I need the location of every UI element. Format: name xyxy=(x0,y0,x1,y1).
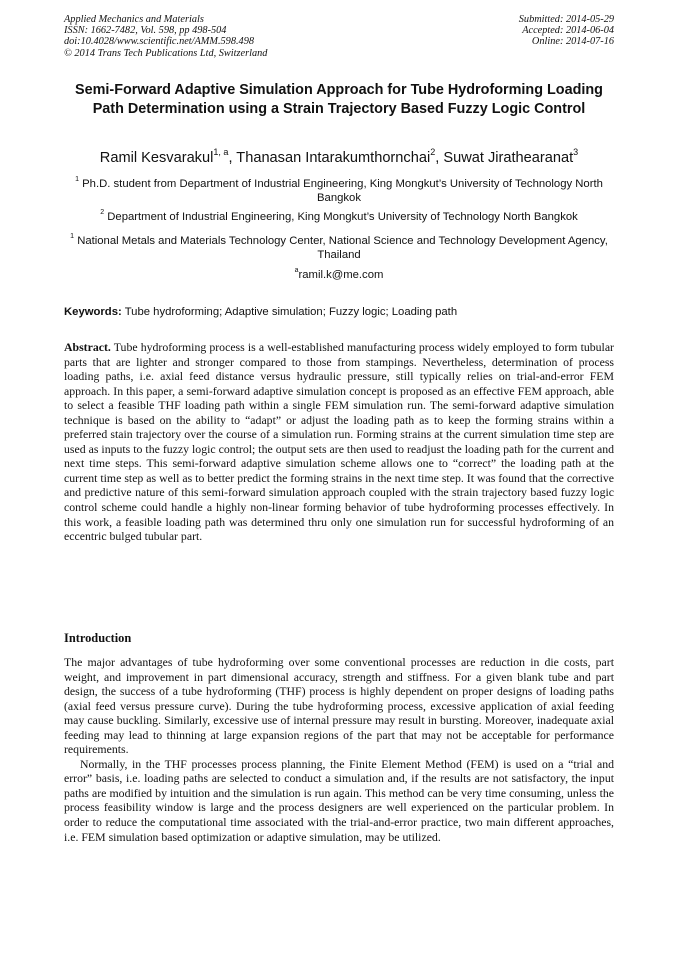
keywords xyxy=(64,305,620,319)
copyright-notice: © 2014 Trans Tech Publications Ltd, Switzerland xyxy=(64,47,268,59)
journal-header xyxy=(64,14,267,59)
submitted-date: Submitted: 2014-05-29 xyxy=(518,14,614,25)
email-address: ramil.k@me.com xyxy=(298,269,384,281)
affiliation: $^2$ Department of Industrial Engineering, King Mongkut’s University of Technology North Bangkok xyxy=(100,209,578,223)
author-marker: 1, a xyxy=(213,146,229,157)
accepted-date: Accepted: 2014-06-04 xyxy=(522,25,614,37)
affiliation: $^1$ Ph.D. student from Department of Industrial Engineering, King Mongkut’s University of Technology North Bangkok xyxy=(75,176,603,204)
author-name: Ramil Kesvarakul xyxy=(99,150,214,166)
keywords-text: Tube hydroforming; Adaptive simulation; Fuzzy logic; Loading path xyxy=(124,306,458,318)
online-date: Online: 2014-07-16 xyxy=(531,36,614,48)
abstract-label: Abstract. xyxy=(64,340,111,354)
author-list: Ramil Kesvarakul$^{1, a}$, Thanasan Intarakumthornchai$^2$, Suwat Jirathearanat$^3$ xyxy=(99,146,579,166)
keywords-label: Keywords: xyxy=(64,306,122,318)
paragraph: Normally, in the THF processes process planning, the Finite Element Method (FEM) is used on a “trial and error” basis, i.e. loading paths are selected to conduct a simulation and, if the results are not satisfactory, the input paths are modified by intuition and the simulation is run again. This method can be very time consuming, unless the process feasibility window is large and the process designers are well experienced on the particular problem. In order to reduce the computational time associated with the trial-and-error practice, two main different approaches, i.e. FEM simulation based optimization or adaptive simulation, may be utilized. xyxy=(64,756,614,844)
publication-dates xyxy=(519,14,614,48)
author-email: $^a$ramil.k@me.com xyxy=(294,267,384,281)
section-heading: Introduction xyxy=(64,631,132,645)
introduction-body xyxy=(64,655,614,844)
affiliation: $^1$ National Metals and Materials Technology Center, National Science and Technology Development Agency, Thailand xyxy=(70,233,608,261)
journal-name: Applied Mechanics and Materials xyxy=(64,14,204,25)
paper-title: Semi-Forward Adaptive Simulation Approach for Tube Hydroforming Loading Path Determination using a Strain Trajectory Based Fuzzy Logic Control xyxy=(75,82,603,117)
author-name: Suwat Jirathearanat xyxy=(443,150,574,166)
abstract xyxy=(64,340,614,544)
journal-issn: ISSN: 1662-7482, Vol. 598, pp 498-504 xyxy=(64,25,227,37)
paragraph: The major advantages of tube hydroforming over some conventional processes are reduction in die costs, part weight, and improvement in part dimensional accuracy, strength and stiffness. For a given blank tube and part design, the success of a tube hydroforming (THF) process is highly dependent on proper designs of loading paths (axial feed versus pressure curve). During the tube hydroforming process, excessive application of axial feeding may cause buckling. Similarly, excessive use of internal pressure may result in bursting. Moreover, inadequate axial feeding may lead to thinning at large expansion regions of the part that may not be acceptable for performance requirements. xyxy=(64,655,614,757)
abstract-text: Tube hydroforming process is a well-established manufacturing process widely employed to form tubular parts that are lighter and stronger compared to those from stampings. Nevertheless, determination of process loading paths, i.e. axial feed distance versus hydraulic pressure, still typically relies on trial-and-error FEM approach. In this paper, a semi-forward adaptive simulation concept is proposed as an effective FEM approach, able to select a feasible THF loading path within a single FEM simulation run. The semi-forward adaptive simulation technique is based on the ability to “adapt” or adjust the loading path as to keep the forming strains within a preferred stain trajectory over the course of a simulation run. Forming strains at the current simulation time step are used as inputs to the fuzzy logic control; the output sets are then used to readjust the loading path for the current and next time steps. This semi-forward adaptive simulation scheme allows one to “correct” the loading path at the current time step as well as to better predict the forming strains in the next time step. It was found that the corrective and predictive nature of this semi-forward simulation approach coupled with the strain trajectory based fuzzy logic control scheme could handle a highly non-linear forming behavior of tube hydroforming processes effectively. In this work, a feasible loading path was determined thru only one simulation run for successful hydroforming of an eccentric bulged tubular part. xyxy=(64,340,614,544)
author-marker: 3 xyxy=(573,146,579,157)
journal-doi: doi:10.4028/www.scientific.net/AMM.598.498 xyxy=(64,36,254,48)
author-marker: 2 xyxy=(430,146,436,157)
author-name: Thanasan Intarakumthornchai xyxy=(236,150,431,166)
